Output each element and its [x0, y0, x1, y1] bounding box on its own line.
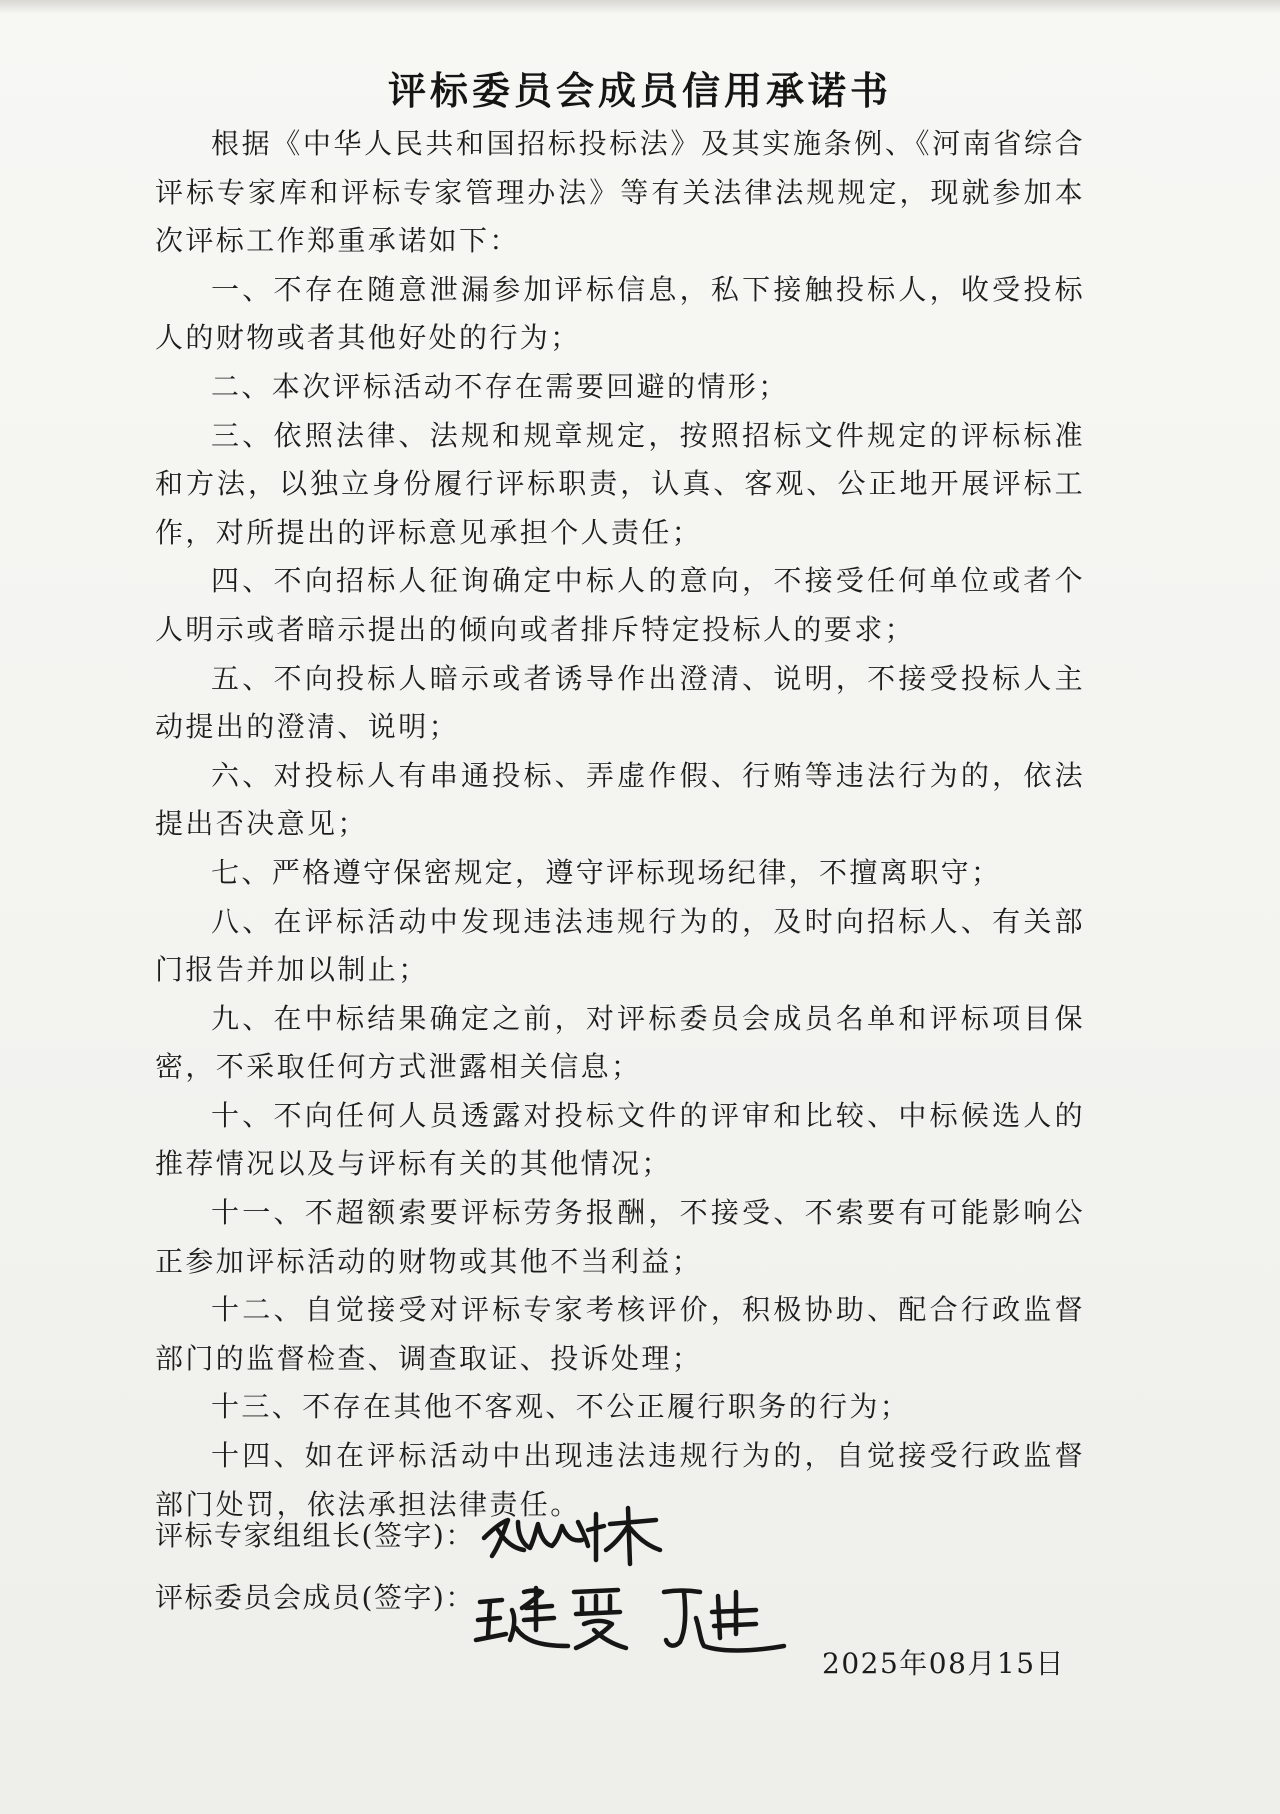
member-signature-1 — [472, 1580, 642, 1660]
commitment-item-5: 五、不向投标人暗示或者诱导作出澄清、说明，不接受投标人主动提出的澄清、说明； — [155, 661, 1085, 744]
leader-signature-label: 评标专家组组长(签字)： — [155, 1519, 475, 1552]
commitment-item-10: 十、不向任何人员透露对投标文件的评审和比较、中标候选人的推荐情况以及与评标有关的其他情况； — [155, 1098, 1085, 1181]
commitment-item-7: 七、严格遵守保密规定，遵守评标现场纪律，不擅离职守； — [211, 855, 1002, 889]
commitment-item-12: 十二、自觉接受对评标专家考核评价，积极协助、配合行政监督部门的监督检查、调查取证、投诉处理； — [155, 1293, 1085, 1375]
commitment-item-2: 二、本次评标活动不存在需要回避的情形； — [211, 369, 789, 403]
commitment-item-6: 六、对投标人有串通投标、弄虚作假、行贿等违法行为的，依法提出否决意见； — [155, 758, 1085, 841]
commitment-item-4: 四、不向招标人征询确定中标人的意向，不接受任何单位或者个人明示或者暗示提出的倾向或者排斥特定投标人的要求； — [155, 564, 1085, 646]
commitment-item-1: 一、不存在随意泄漏参加评标信息，私下接触投标人，收受投标人的财物或者其他好处的行为； — [155, 272, 1085, 355]
commitment-item-3: 三、依照法律、法规和规章规定，按照招标文件规定的评标标准和方法，以独立身份履行评标职责，认真、客观、公正地开展评标工作，对所提出的评标意见承担个人责任； — [155, 418, 1085, 549]
intro-paragraph: 根据《中华人民共和国招标投标法》及其实施条例、《河南省综合评标专家库和评标专家管理办法》等有关法律法规规定，现就参加本次评标工作郑重承诺如下： — [155, 127, 1085, 258]
document-title: 评标委员会成员信用承诺书 — [387, 69, 892, 113]
commitment-item-9: 九、在中标结果确定之前，对评标委员会成员名单和评标项目保密，不采取任何方式泄露相关信息； — [155, 1001, 1085, 1084]
commitment-item-14: 十四、如在评标活动中出现违法违规行为的，自觉接受行政监督部门处罚，依法承担法律责任。 — [155, 1439, 1085, 1521]
commitment-item-8: 八、在评标活动中发现违法违规行为的，及时向招标人、有关部门报告并加以制止； — [155, 904, 1085, 987]
member-signature-2 — [660, 1582, 790, 1658]
document-body — [155, 120, 1085, 1529]
leader-signature — [478, 1500, 668, 1570]
members-signature-label: 评标委员会成员(签字)： — [155, 1581, 475, 1614]
signing-date: 2025年08月15日 — [822, 1647, 1066, 1680]
scan-top-edge — [0, 0, 1280, 14]
commitment-item-11: 十一、不超额索要评标劳务报酬，不接受、不索要有可能影响公正参加评标活动的财物或其他不当利益； — [155, 1196, 1085, 1278]
commitment-item-13: 十三、不存在其他不客观、不公正履行职务的行为； — [211, 1390, 911, 1424]
